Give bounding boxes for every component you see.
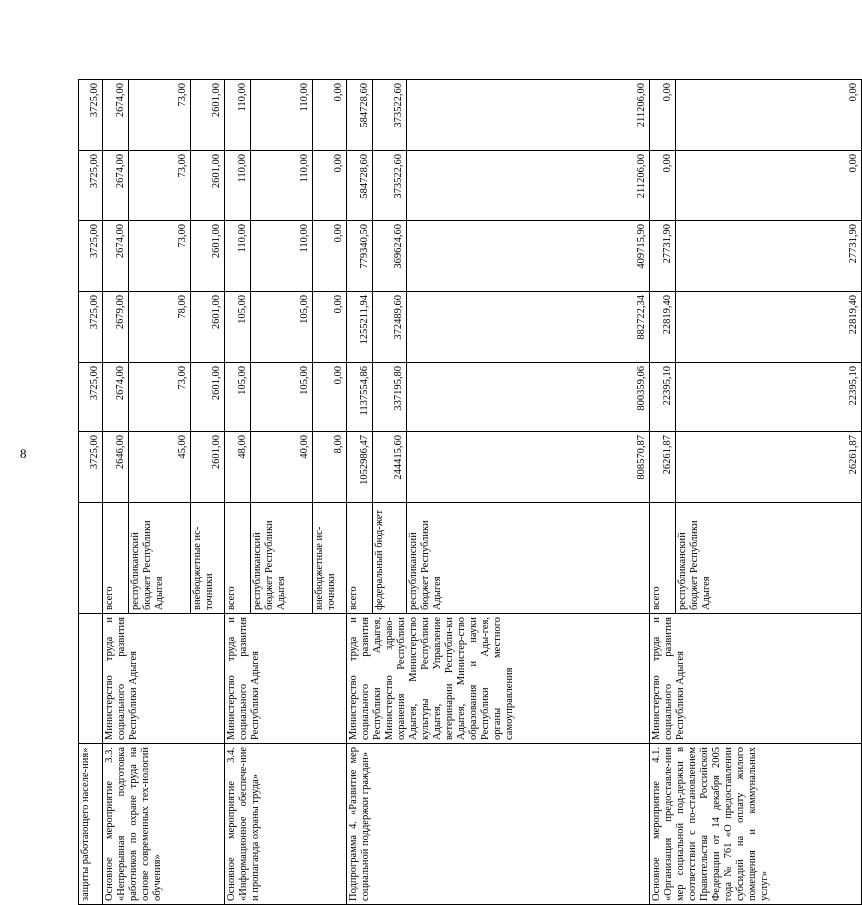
value-cell: 110,00 <box>251 221 313 292</box>
value-cell: 1255211,94 <box>347 292 373 363</box>
value-cell: 2601,00 <box>191 80 225 151</box>
value-cell: 22395,10 <box>650 363 676 432</box>
value-cell: 3725,00 <box>79 80 103 151</box>
source-cell: республиканский бюджет Республики Адыгея <box>407 503 650 614</box>
value-cell: 40,00 <box>251 432 313 503</box>
table-body <box>79 80 862 905</box>
source-cell: республиканский бюджет Республики Адыгея <box>251 503 313 614</box>
value-cell: 211206,00 <box>407 80 650 151</box>
executor-cell <box>79 614 103 744</box>
value-cell: 73,00 <box>129 221 191 292</box>
table-row <box>650 80 676 905</box>
value-cell: 0,00 <box>313 151 347 221</box>
value-cell: 373522,60 <box>373 80 407 151</box>
executor-cell: Министерство труда и социального развития Республики Адыгея, Министерство здраво-охранения Республики Адыгея, Министерство культуры Республики Адыгея, Управление ветеринарии Республи-ки Адыгея, Министер-ство образования и науки Республики Ады-гея, органы местного самоуправления <box>347 614 650 744</box>
rotated-table-container <box>78 80 859 905</box>
executor-cell: Министерство труда и социального развития Республики Адыгея <box>103 614 225 744</box>
value-cell: 26261,87 <box>650 432 676 503</box>
value-cell: 45,00 <box>129 432 191 503</box>
table-row <box>225 80 251 905</box>
value-cell: 0,00 <box>650 151 676 221</box>
table-row <box>103 80 129 905</box>
value-cell: 2674,00 <box>103 363 129 432</box>
activity-name-cell: Основное мероприятие 4.1. «Организация предоставле-ния мер социальной под-держки в соответствии с по-становлением Правительства Российской Федерации от 14 декабря 2005 года № 761 «О предоставлении субсидий на оплату жилого помещения и коммунальных услуг» <box>650 744 862 905</box>
value-cell: 0,00 <box>676 80 862 151</box>
value-cell: 8,00 <box>313 432 347 503</box>
value-cell: 372489,60 <box>373 292 407 363</box>
value-cell: 105,00 <box>225 292 251 363</box>
activity-name-cell: Основное мероприятие 3.4. «Информационное обеспече-ние и пропаганда охраны труда» <box>225 744 347 905</box>
budget-table <box>78 79 862 905</box>
value-cell: 373522,60 <box>373 151 407 221</box>
activity-name-cell: защиты работающего населе-ния» <box>79 744 103 905</box>
source-cell: всего <box>650 503 676 614</box>
value-cell: 78,00 <box>129 292 191 363</box>
value-cell: 0,00 <box>313 80 347 151</box>
value-cell: 73,00 <box>129 80 191 151</box>
table-row <box>79 80 103 905</box>
value-cell: 1052986,47 <box>347 432 373 503</box>
value-cell: 26261,87 <box>676 432 862 503</box>
value-cell: 0,00 <box>313 363 347 432</box>
value-cell: 27731,90 <box>650 221 676 292</box>
source-cell: федеральный бюд-жет <box>373 503 407 614</box>
value-cell: 105,00 <box>251 363 313 432</box>
value-cell: 779340,50 <box>347 221 373 292</box>
value-cell: 584728,60 <box>347 80 373 151</box>
value-cell: 110,00 <box>225 151 251 221</box>
value-cell: 105,00 <box>251 292 313 363</box>
value-cell: 110,00 <box>251 151 313 221</box>
table-row <box>347 80 373 905</box>
value-cell: 244415,60 <box>373 432 407 503</box>
value-cell: 3725,00 <box>79 221 103 292</box>
source-cell: внебюджетные ис-точники <box>191 503 225 614</box>
value-cell: 2679,00 <box>103 292 129 363</box>
value-cell: 2601,00 <box>191 151 225 221</box>
value-cell: 584728,60 <box>347 151 373 221</box>
value-cell: 105,00 <box>225 363 251 432</box>
value-cell: 0,00 <box>650 80 676 151</box>
value-cell: 337195,80 <box>373 363 407 432</box>
value-cell: 3725,00 <box>79 432 103 503</box>
value-cell: 211206,00 <box>407 151 650 221</box>
value-cell: 2601,00 <box>191 363 225 432</box>
value-cell: 3725,00 <box>79 363 103 432</box>
value-cell: 2674,00 <box>103 151 129 221</box>
source-cell: всего <box>103 503 129 614</box>
value-cell: 48,00 <box>225 432 251 503</box>
value-cell: 27731,90 <box>676 221 862 292</box>
value-cell: 1137554,86 <box>347 363 373 432</box>
value-cell: 2674,00 <box>103 80 129 151</box>
executor-cell: Министерство труда и социального развития Республики Адыгея <box>650 614 862 744</box>
source-cell: республиканский бюджет Республики Адыгея <box>129 503 191 614</box>
value-cell: 22395,10 <box>676 363 862 432</box>
source-cell: республиканский бюджет Республики Адыгея <box>676 503 862 614</box>
source-cell: всего <box>347 503 373 614</box>
source-cell <box>79 503 103 614</box>
value-cell: 110,00 <box>225 80 251 151</box>
activity-name-cell: Подпрограмма 4. «Развитие мер социальной поддержки граждан» <box>347 744 650 905</box>
executor-cell: Министерство труда и социального развития Республики Адыгея <box>225 614 347 744</box>
source-cell: всего <box>225 503 251 614</box>
value-cell: 73,00 <box>129 363 191 432</box>
value-cell: 2646,00 <box>103 432 129 503</box>
value-cell: 110,00 <box>251 80 313 151</box>
page-number: 8 <box>20 446 27 461</box>
value-cell: 369624,60 <box>373 221 407 292</box>
activity-name-cell: Основное мероприятие 3.3. «Непрерывная подготовка работников по охране труда на основе современных тех-нологий обучения» <box>103 744 225 905</box>
value-cell: 110,00 <box>225 221 251 292</box>
value-cell: 3725,00 <box>79 151 103 221</box>
value-cell: 808570,87 <box>407 432 650 503</box>
value-cell: 73,00 <box>129 151 191 221</box>
value-cell: 2674,00 <box>103 221 129 292</box>
value-cell: 2601,00 <box>191 432 225 503</box>
value-cell: 2601,00 <box>191 292 225 363</box>
value-cell: 22819,40 <box>676 292 862 363</box>
value-cell: 0,00 <box>313 292 347 363</box>
value-cell: 0,00 <box>676 151 862 221</box>
value-cell: 2601,00 <box>191 221 225 292</box>
value-cell: 800359,06 <box>407 363 650 432</box>
value-cell: 0,00 <box>313 221 347 292</box>
source-cell: внебюджетные ис-точники <box>313 503 347 614</box>
value-cell: 22819,40 <box>650 292 676 363</box>
value-cell: 882722,34 <box>407 292 650 363</box>
value-cell: 3725,00 <box>79 292 103 363</box>
value-cell: 409715,90 <box>407 221 650 292</box>
